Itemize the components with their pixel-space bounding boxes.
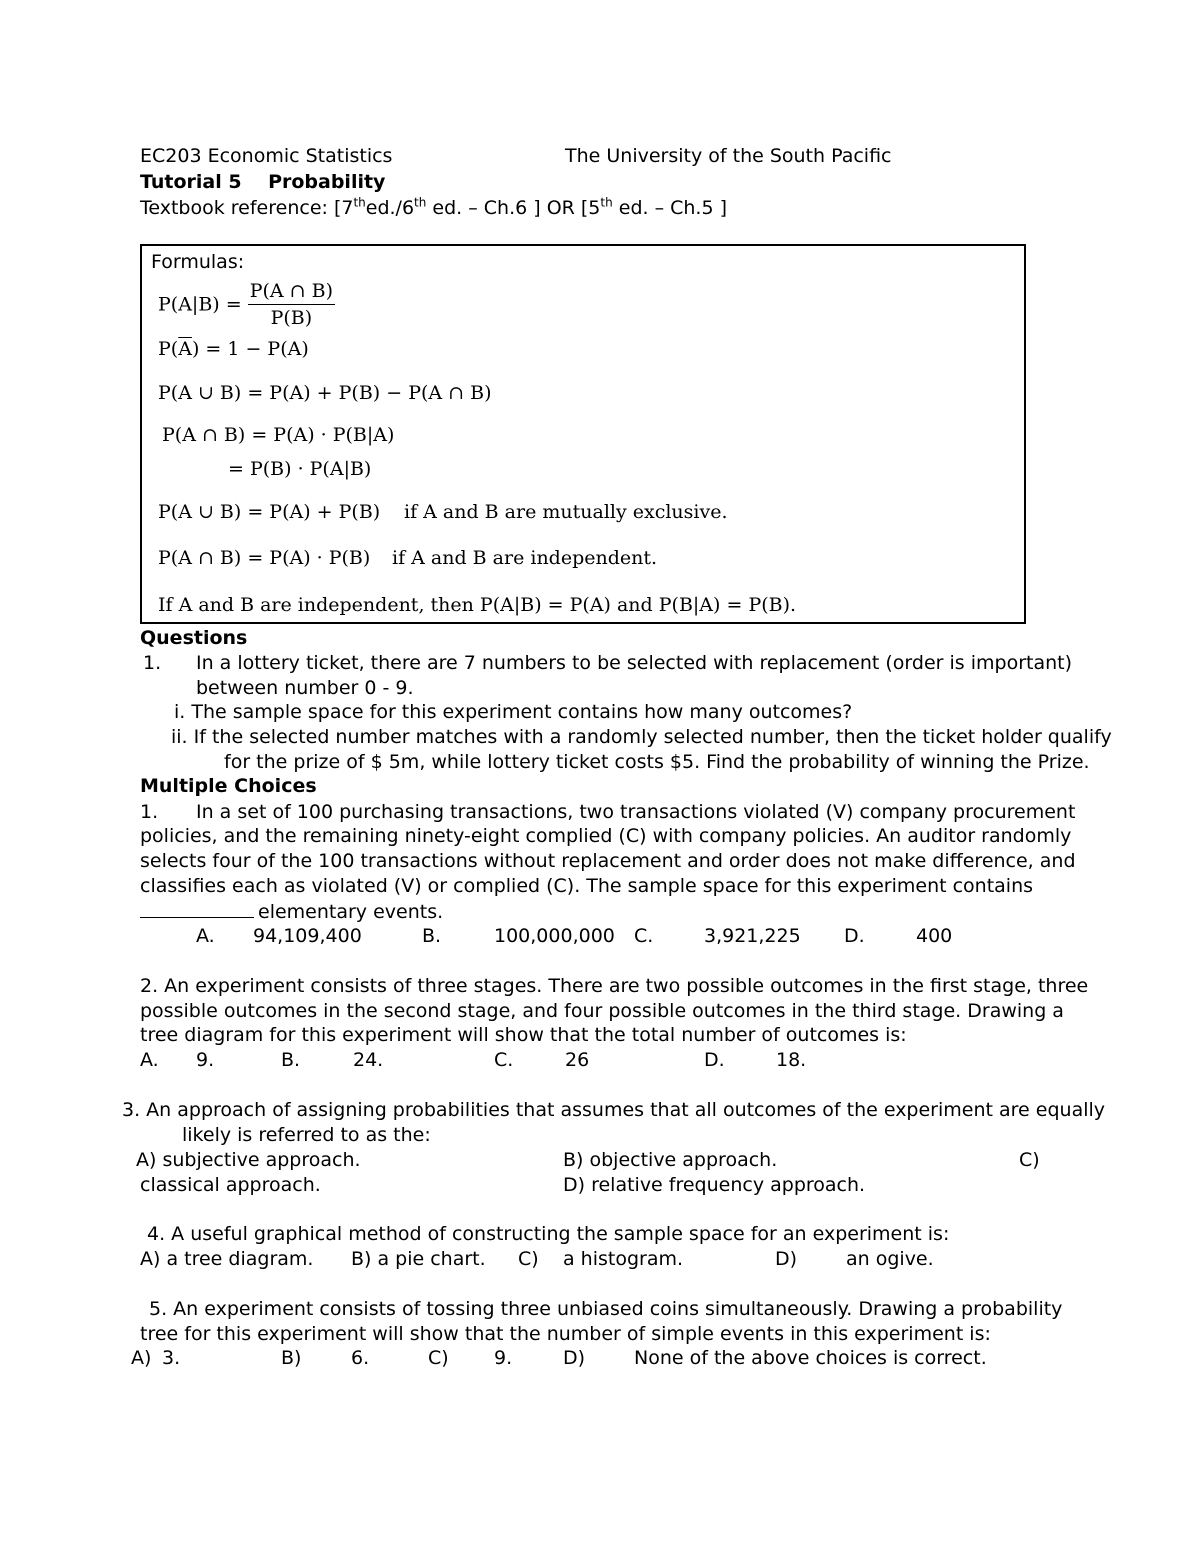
question-1-part-i: i. The sample space for this experiment contains how many outcomes? xyxy=(174,701,853,723)
mc-1-line-4: classifies each as violated (V) or complied (C). The sample space for this experiment contains xyxy=(140,875,1034,897)
mc-4-option-d-letter: D) xyxy=(775,1248,798,1270)
mc-1-option-a-letter: A. xyxy=(196,925,215,947)
mc-4-option-a: A) a tree diagram. xyxy=(140,1248,314,1270)
formula-independent-condition: if A and B are independent. xyxy=(392,547,658,569)
mc-5-option-c-text: 9. xyxy=(494,1347,513,1369)
mc-2-line-3: tree diagram for this experiment will show that the total number of outcomes is: xyxy=(140,1024,907,1046)
mc-3-option-c-text: classical approach. xyxy=(140,1174,321,1196)
mc-5-option-a-letter: A) xyxy=(131,1347,152,1369)
mc-5-line-1: 5. An experiment consists of tossing three unbiased coins simultaneously. Drawing a probability xyxy=(149,1298,1063,1320)
mc-1-option-b-letter: B. xyxy=(422,925,442,947)
formula-independent: P(A ∩ B) = P(A) · P(B) xyxy=(158,547,371,569)
mc-1-option-c-value: 3,921,225 xyxy=(704,925,801,947)
mc-1-option-b-value: 100,000,000 xyxy=(494,925,615,947)
mc-4-line-1: 4. A useful graphical method of constructing the sample space for an experiment is: xyxy=(147,1223,950,1245)
mc-4-option-d-text: an ogive. xyxy=(846,1248,934,1270)
mc-1-line-5: elementary events. xyxy=(140,899,443,924)
question-1-number: 1. xyxy=(143,652,162,674)
question-1-text-cont: between number 0 - 9. xyxy=(196,677,414,699)
question-1-part-ii: ii. If the selected number matches with a randomly selected number, then the ticket holder qualify xyxy=(171,726,1112,748)
mc-1-line-2: policies, and the remaining ninety-eight complied (C) with company policies. An auditor randomly xyxy=(140,825,1072,847)
course-title: EC203 Economic Statistics xyxy=(140,145,393,167)
formula-multiplication: P(A ∩ B) = P(A) · P(B|A) xyxy=(162,424,395,446)
mc-2-option-c-value: 26 xyxy=(565,1049,590,1071)
mc-4-option-c-letter: C) xyxy=(518,1248,539,1270)
mc-2-option-d-letter: D. xyxy=(704,1049,725,1071)
formula-mutually-exclusive: P(A ∪ B) = P(A) + P(B) xyxy=(158,501,381,523)
multiple-choices-heading: Multiple Choices xyxy=(140,775,317,797)
mc-5-option-d-letter: D) xyxy=(563,1347,586,1369)
formula-conditional: P(A|B) = $\frac{P(A \cap B)}{P(B)}$ xyxy=(158,280,333,329)
mc-3-option-b: B) objective approach. xyxy=(563,1149,778,1171)
mc-1-line-1: In a set of 100 purchasing transactions, two transactions violated (V) company procurement xyxy=(196,801,1076,823)
mc-3-line-2: likely is referred to as the: xyxy=(182,1124,431,1146)
mc-5-option-c-letter: C) xyxy=(428,1347,449,1369)
mc-2-option-a-letter: A. xyxy=(140,1049,159,1071)
answer-blank xyxy=(140,899,254,918)
mc-1-option-c-letter: C. xyxy=(634,925,654,947)
mc-4-option-c-text: a histogram. xyxy=(563,1248,684,1270)
tutorial-topic: Probability xyxy=(268,171,386,193)
mc-2-line-1: 2. An experiment consists of three stages. There are two possible outcomes in the first stage, three xyxy=(140,975,1089,997)
mc-2-option-d-value: 18. xyxy=(776,1049,807,1071)
mc-2-option-c-letter: C. xyxy=(494,1049,514,1071)
mc-5-option-b-letter: B) xyxy=(281,1347,302,1369)
question-1-text: In a lottery ticket, there are 7 numbers to be selected with replacement (order is important) xyxy=(196,652,1073,674)
tutorial-heading xyxy=(140,170,385,194)
mc-5-option-d-text: None of the above choices is correct. xyxy=(634,1347,987,1369)
mc-2-option-a-value: 9. xyxy=(196,1049,215,1071)
university-name: The University of the South Pacific xyxy=(565,145,892,167)
mc-2-option-b-letter: B. xyxy=(281,1049,301,1071)
mc-1-option-a-value: 94,109,400 xyxy=(253,925,362,947)
formula-independence-definition: If A and B are independent, then P(A|B) = P(A) and P(B|A) = P(B). xyxy=(158,594,797,616)
mc-2-option-b-value: 24. xyxy=(353,1049,384,1071)
question-1-part-ii-cont: for the prize of $ 5m, while lottery ticket costs $5. Find the probability of winning the Prize. xyxy=(224,751,1090,773)
mc-1-number: 1. xyxy=(140,801,159,823)
formula-complement: $P(\overline{A}) = 1 - P(A)$ xyxy=(158,338,309,360)
mc-3-option-c-letter: C) xyxy=(1019,1149,1040,1171)
formula-mutually-exclusive-condition: if A and B are mutually exclusive. xyxy=(404,501,728,523)
textbook-reference: Textbook reference: [7thed./6th ed. – Ch.6 ] OR [5th ed. – Ch.5 ] xyxy=(140,195,728,219)
mc-5-option-a-text: 3. xyxy=(162,1347,181,1369)
mc-5-option-b-text: 6. xyxy=(351,1347,370,1369)
mc-2-line-2: possible outcomes in the second stage, and four possible outcomes in the third stage. Drawing a xyxy=(140,1000,1064,1022)
mc-1-option-d-letter: D. xyxy=(844,925,865,947)
formula-fraction: $\frac{P(A \cap B)}{P(B)}$ xyxy=(249,280,333,329)
mc-3-line-1: 3. An approach of assigning probabilities that assumes that all outcomes of the experiment are equally xyxy=(122,1099,1106,1121)
formula-multiplication-alt: = P(B) · P(A|B) xyxy=(228,458,372,480)
formulas-label: Formulas: xyxy=(151,251,245,273)
mc-1-option-d-value: 400 xyxy=(916,925,953,947)
mc-5-line-2: tree for this experiment will show that the number of simple events in this experiment is: xyxy=(140,1323,991,1345)
mc-4-option-b: B) a pie chart. xyxy=(351,1248,486,1270)
mc-1-line-3: selects four of the 100 transactions without replacement and order does not make difference, and xyxy=(140,850,1076,872)
formula-union: P(A ∪ B) = P(A) + P(B) − P(A ∩ B) xyxy=(158,382,492,404)
tutorial-number: Tutorial 5 xyxy=(140,171,242,193)
questions-heading: Questions xyxy=(140,627,248,649)
mc-3-option-a: A) subjective approach. xyxy=(136,1149,361,1171)
mc-3-option-d: D) relative frequency approach. xyxy=(563,1174,866,1196)
